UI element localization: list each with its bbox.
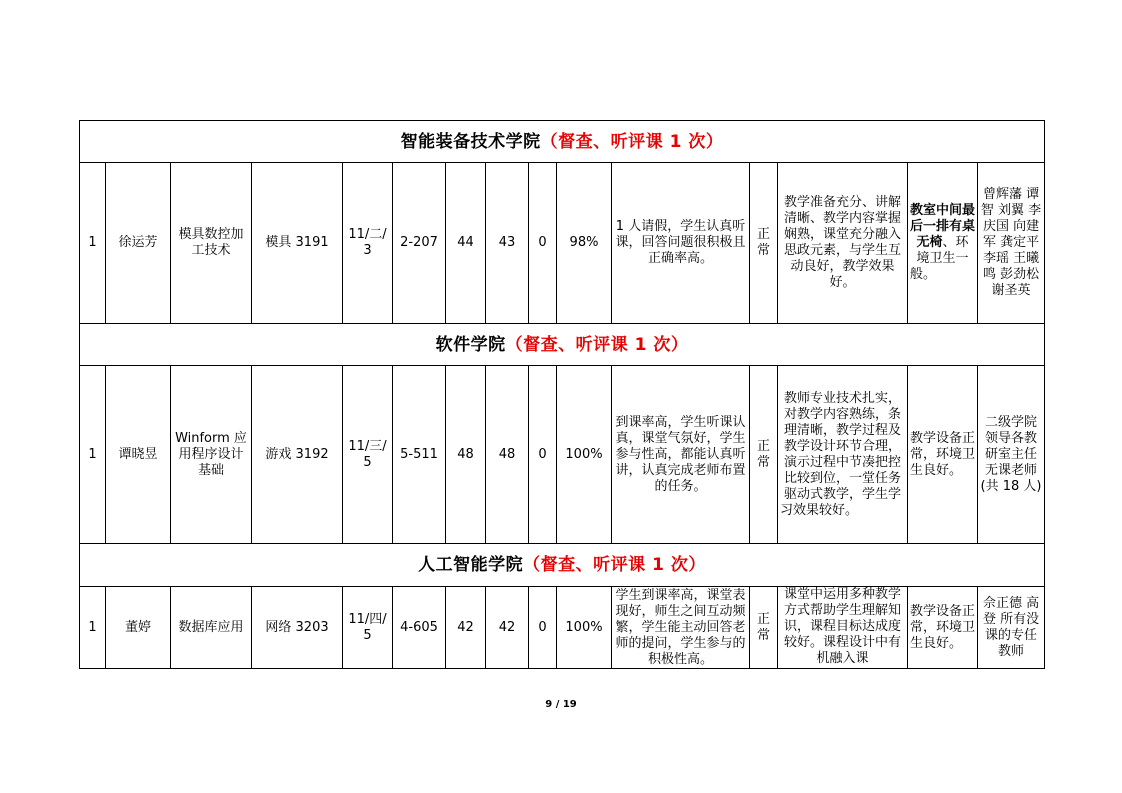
section-title (80, 121, 1045, 163)
facility-issue: 教室中间最后一排有桌无椅 (910, 203, 976, 250)
row-number: 1 (80, 366, 106, 544)
class-date: 11/四/5 (343, 587, 393, 669)
course-name: 模具数控加工技术 (171, 163, 252, 324)
college-name: 人工智能学院 (418, 555, 524, 575)
class-name: 网络 3203 (252, 587, 343, 669)
expected-count: 44 (446, 163, 486, 324)
attendance-note: 到课率高，学生听课认真，课堂气氛好，学生参与性高，都能认真听讲，认真完成老师布置的任务。 (612, 366, 750, 544)
table-row (80, 366, 1045, 544)
section-note: （督查、听评课 1 次） (523, 555, 706, 575)
actual-count: 43 (486, 163, 529, 324)
class-name: 模具 3191 (252, 163, 343, 324)
classroom: 4-605 (393, 587, 446, 669)
status: 正常 (750, 366, 778, 544)
teaching-evaluation: 课堂中运用多种教学方式帮助学生理解知识，课程目标达成度较好。课程设计中有机融入课 (778, 587, 908, 669)
facility-note: 教学设备正常，环境卫生良好。 (908, 587, 978, 669)
absent-count: 0 (529, 163, 557, 324)
actual-count: 48 (486, 366, 529, 544)
facility-rest: 、环境卫生一般。 (910, 235, 969, 282)
class-name: 游戏 3192 (252, 366, 343, 544)
inspection-table (79, 120, 1045, 669)
classroom: 5-511 (393, 366, 446, 544)
teaching-evaluation: 教学准备充分、讲解清晰、教学内容掌握娴熟，课堂充分融入思政元素，与学生互动良好，教学效果好。 (778, 163, 908, 324)
teacher-name: 董婷 (106, 587, 171, 669)
section-title (80, 324, 1045, 366)
section-note: （督查、听评课 1 次） (505, 334, 689, 355)
row-number: 1 (80, 587, 106, 669)
attendance-note: 学生到课率高，课堂表现好，师生之间互动频繁，学生能主动回答老师的提问，学生参与的积极性高。 (612, 587, 750, 669)
class-date: 11/三/5 (343, 366, 393, 544)
inspectors: 曾辉藩 谭智 刘翼 李庆国 向建军 龚定平 李瑶 王曦鸣 彭劲松 谢圣英 (978, 163, 1045, 324)
absent-count: 0 (529, 587, 557, 669)
row-number: 1 (80, 163, 106, 324)
table-row (80, 163, 1045, 324)
page-number: 9 / 19 (545, 699, 577, 710)
attendance-rate: 100% (557, 587, 612, 669)
inspectors: 佘正德 高登 所有没课的专任教师 (978, 587, 1045, 669)
teaching-evaluation: 教师专业技术扎实，对教学内容熟练，条理清晰，教学过程及教学设计环节合理，演示过程中节凑把控比较到位，一堂任务驱动式教学，学生学习效果较好。 (778, 366, 908, 544)
classroom: 2-207 (393, 163, 446, 324)
absent-count: 0 (529, 366, 557, 544)
class-date: 11/二/3 (343, 163, 393, 324)
attendance-rate: 100% (557, 366, 612, 544)
status: 正常 (750, 587, 778, 669)
section-note: （督查、听评课 1 次） (540, 131, 724, 152)
teacher-name: 徐运芳 (106, 163, 171, 324)
college-name: 软件学院 (435, 334, 506, 355)
expected-count: 42 (446, 587, 486, 669)
table-row (80, 587, 1045, 669)
teacher-name: 谭晓昱 (106, 366, 171, 544)
section-header (80, 544, 1045, 587)
status: 正常 (750, 163, 778, 324)
expected-count: 48 (446, 366, 486, 544)
facility-note: 教学设备正常，环境卫生良好。 (908, 366, 978, 544)
college-name: 智能装备技术学院 (400, 131, 541, 152)
section-header (80, 324, 1045, 366)
facility-note (908, 163, 978, 324)
attendance-rate: 98% (557, 163, 612, 324)
attendance-note: 1 人请假，学生认真听课，回答问题很积极且正确率高。 (612, 163, 750, 324)
actual-count: 42 (486, 587, 529, 669)
section-title (80, 544, 1045, 587)
inspectors: 二级学院领导各教研室主任无课老师(共 18 人) (978, 366, 1045, 544)
course-name: 数据库应用 (171, 587, 252, 669)
section-header (80, 121, 1045, 163)
course-name: Winform 应用程序设计基础 (171, 366, 252, 544)
